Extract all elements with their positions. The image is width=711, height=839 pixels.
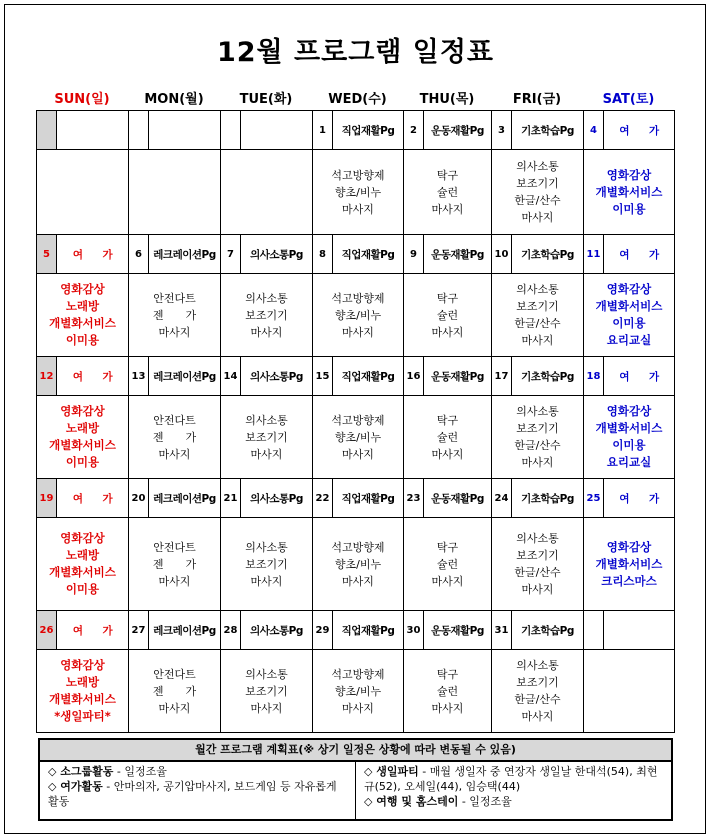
program-label: 레크레이션Pg bbox=[153, 248, 216, 261]
day-body-cell bbox=[221, 274, 313, 357]
activity-item: 보조기기 bbox=[245, 430, 288, 444]
activity-item: 향초/비누 bbox=[334, 557, 382, 571]
activity-item: 마사지 bbox=[158, 574, 191, 588]
activity-item: 안전다트 bbox=[153, 667, 196, 681]
program-label: 의사소통Pg bbox=[250, 370, 303, 383]
activity-item: 마사지 bbox=[521, 583, 554, 596]
day-body-cell bbox=[129, 650, 221, 733]
activity-list bbox=[313, 666, 403, 717]
activity-item: 석고방향제 bbox=[331, 667, 385, 681]
program-label: 레크레이션Pg bbox=[153, 370, 216, 383]
day-header-cell bbox=[584, 479, 675, 518]
day-header-cell bbox=[313, 111, 404, 150]
activity-item: 석고방향제 bbox=[331, 168, 385, 182]
day-header-cell bbox=[492, 611, 584, 650]
activity-item: 한글/산수 bbox=[514, 566, 561, 579]
date-number: 28 bbox=[221, 611, 241, 649]
program-label: 직업재활Pg bbox=[341, 248, 395, 261]
activity-item: 노래방 bbox=[65, 675, 100, 689]
day-body-cell bbox=[404, 650, 492, 733]
day-header-cell bbox=[37, 357, 129, 396]
day-header-cell bbox=[221, 479, 313, 518]
activity-item: 노래방 bbox=[65, 421, 100, 435]
activity-item: 영화감상 bbox=[606, 404, 652, 418]
activity-item: 마사지 bbox=[431, 701, 464, 715]
activity-list bbox=[37, 281, 128, 349]
activity-list bbox=[492, 403, 583, 471]
day-header-cell bbox=[37, 235, 129, 274]
day-header-cell bbox=[404, 479, 492, 518]
day-body-cell bbox=[404, 518, 492, 611]
activity-item: 노래방 bbox=[65, 299, 100, 313]
program-label: 여 가 bbox=[619, 492, 659, 505]
activity-item: 개별화서비스 bbox=[49, 565, 116, 579]
page-title: 12월 프로그램 일정표 bbox=[216, 37, 495, 68]
activity-item: 마사지 bbox=[431, 447, 464, 461]
activity-item: 향초/비누 bbox=[334, 430, 382, 444]
date-number: 1 bbox=[313, 111, 333, 149]
program-label: 기초학습Pg bbox=[521, 624, 574, 637]
plan-item-text: - 일정조율 bbox=[113, 765, 167, 778]
day-header-cell bbox=[221, 611, 313, 650]
program-label: 직업재활Pg bbox=[341, 370, 395, 383]
plan-item-text: - 일정조율 bbox=[458, 795, 512, 808]
activity-item: 마사지 bbox=[521, 211, 554, 224]
activity-item: 개별화서비스 bbox=[49, 692, 116, 706]
program-label: 기초학습Pg bbox=[521, 370, 574, 383]
day-body-cell bbox=[404, 150, 492, 235]
program-label: 여 가 bbox=[72, 370, 113, 383]
activity-item: 한글/산수 bbox=[514, 194, 561, 207]
program-label: 기초학습Pg bbox=[521, 248, 574, 261]
activity-list bbox=[404, 290, 491, 341]
activity-item: 한글/산수 bbox=[514, 693, 561, 706]
activity-list bbox=[404, 167, 491, 218]
activity-item: 마사지 bbox=[521, 456, 554, 469]
day-header-cell bbox=[404, 111, 492, 150]
day-body-cell bbox=[129, 274, 221, 357]
date-number: 10 bbox=[492, 235, 512, 273]
weekday-3: WED(수) bbox=[328, 92, 387, 107]
program-label: 운동재활Pg bbox=[431, 492, 484, 505]
activity-item: 마사지 bbox=[250, 701, 283, 715]
weekday-0: SUN(일) bbox=[54, 92, 110, 107]
activity-item: 이미용 bbox=[612, 201, 646, 216]
activity-list bbox=[404, 412, 491, 463]
day-body-cell bbox=[492, 396, 584, 479]
weekday-4: THU(목) bbox=[419, 92, 475, 107]
day-body-cell bbox=[492, 150, 584, 235]
activity-item: 영화감상 bbox=[60, 531, 105, 545]
activity-item: 요리교실 bbox=[606, 333, 652, 347]
day-header-cell bbox=[404, 357, 492, 396]
day-header-cell bbox=[221, 235, 313, 274]
activity-item: 이미용 bbox=[612, 438, 646, 452]
day-body-cell bbox=[37, 396, 129, 479]
date-number: 9 bbox=[404, 235, 424, 273]
activity-list bbox=[221, 412, 312, 463]
activity-item: 영화감상 bbox=[606, 282, 652, 296]
activity-list bbox=[37, 530, 128, 598]
day-body-cell bbox=[313, 150, 404, 235]
activity-list bbox=[492, 281, 583, 349]
date-number: 25 bbox=[584, 479, 604, 517]
activity-list bbox=[313, 412, 403, 463]
activity-item: 슐런 bbox=[436, 185, 459, 199]
activity-item: 석고방향제 bbox=[331, 413, 385, 427]
date-number: 5 bbox=[37, 235, 57, 273]
day-header-cell bbox=[584, 111, 675, 150]
day-header-cell bbox=[584, 357, 675, 396]
day-header-cell bbox=[313, 357, 404, 396]
day-header-cell bbox=[129, 357, 221, 396]
activity-item: 영화감상 bbox=[60, 282, 105, 296]
activity-item: 탁구 bbox=[436, 540, 459, 554]
activity-item: 의사소통 bbox=[245, 540, 288, 554]
weekday-5: FRI(금) bbox=[512, 92, 562, 107]
activity-item: 마사지 bbox=[342, 447, 374, 461]
activity-item: 젠 가 bbox=[152, 557, 197, 571]
activity-list bbox=[129, 666, 220, 717]
activity-list bbox=[492, 530, 583, 598]
activity-item: 개별화서비스 bbox=[595, 556, 663, 571]
activity-item: 개별화서비스 bbox=[49, 316, 116, 330]
plan-item-key: ◇ 소그룹활동 bbox=[48, 765, 114, 778]
activity-item: 보조기기 bbox=[245, 308, 288, 322]
activity-item: 마사지 bbox=[521, 710, 554, 723]
plan-item-key: ◇ 여행 및 홈스테이 bbox=[364, 795, 459, 808]
activity-item: 보조기기 bbox=[516, 177, 559, 190]
day-body-cell bbox=[404, 274, 492, 357]
program-label: 여 가 bbox=[619, 370, 659, 383]
date-number: 22 bbox=[313, 479, 333, 517]
activity-item: 개별화서비스 bbox=[595, 299, 663, 313]
date-number: 2 bbox=[404, 111, 424, 149]
day-body-cell bbox=[584, 518, 675, 611]
program-label: 의사소통Pg bbox=[250, 248, 303, 261]
program-label: 직업재활Pg bbox=[341, 492, 395, 505]
plan-item bbox=[48, 764, 347, 779]
day-body-cell bbox=[221, 150, 313, 235]
date-number: 18 bbox=[584, 357, 604, 395]
date-number: 31 bbox=[492, 611, 512, 649]
monthly-plan-box bbox=[38, 738, 673, 821]
day-body-cell bbox=[404, 396, 492, 479]
activity-list bbox=[492, 657, 583, 725]
day-header-cell bbox=[221, 357, 313, 396]
day-body-cell bbox=[313, 518, 404, 611]
activity-item: 영화감상 bbox=[60, 658, 105, 672]
activity-item: 탁구 bbox=[436, 667, 459, 681]
day-body-cell bbox=[492, 650, 584, 733]
day-body-cell bbox=[492, 518, 584, 611]
program-label: 직업재활Pg bbox=[341, 124, 395, 137]
activity-item: 향초/비누 bbox=[334, 308, 382, 322]
empty-date-box bbox=[584, 611, 604, 649]
date-number: 11 bbox=[584, 235, 604, 273]
date-number: 26 bbox=[37, 611, 57, 649]
date-number: 30 bbox=[404, 611, 424, 649]
plan-item bbox=[364, 794, 663, 809]
activity-item: 의사소통 bbox=[516, 160, 559, 173]
activity-item: 슐런 bbox=[436, 557, 459, 571]
program-label: 운동재활Pg bbox=[431, 370, 484, 383]
activity-item: 마사지 bbox=[250, 574, 283, 588]
day-body-cell bbox=[313, 650, 404, 733]
activity-item: 의사소통 bbox=[516, 405, 559, 418]
activity-list bbox=[584, 539, 674, 590]
date-number: 19 bbox=[37, 479, 57, 517]
plan-item-text: - 안마의자, 공기압마사지, 보드게임 등 자유롭게 활동 bbox=[48, 780, 337, 808]
activity-item: 향초/비누 bbox=[334, 185, 382, 199]
activity-item: 개별화서비스 bbox=[595, 421, 663, 435]
activity-list bbox=[37, 657, 128, 725]
activity-item: 탁구 bbox=[436, 413, 459, 427]
activity-item: 마사지 bbox=[250, 447, 283, 461]
date-number: 27 bbox=[129, 611, 149, 649]
program-label: 의사소통Pg bbox=[250, 624, 303, 637]
program-label: 여 가 bbox=[72, 248, 113, 261]
activity-list bbox=[313, 290, 403, 341]
plan-item-text: - 매월 생일자 중 연장자 생일날 한대석(54), 최현규(52), 오세일(44), 임승택(44) bbox=[364, 765, 658, 793]
activity-item: 요리교실 bbox=[606, 455, 652, 469]
plan-item bbox=[48, 779, 347, 809]
date-number: 16 bbox=[404, 357, 424, 395]
plan-right-column bbox=[356, 762, 671, 821]
day-header-cell bbox=[404, 235, 492, 274]
program-label: 운동재활Pg bbox=[431, 248, 484, 261]
activity-item: 의사소통 bbox=[245, 413, 288, 427]
day-header-cell bbox=[584, 611, 675, 650]
day-body-cell bbox=[129, 396, 221, 479]
date-number: 23 bbox=[404, 479, 424, 517]
empty-date-box bbox=[221, 111, 241, 149]
weekday-1: MON(월) bbox=[144, 92, 204, 107]
activity-list bbox=[584, 281, 674, 349]
day-header-cell bbox=[221, 111, 313, 150]
activity-list bbox=[129, 539, 220, 590]
activity-item: 석고방향제 bbox=[331, 540, 385, 554]
activity-item: 마사지 bbox=[431, 202, 464, 216]
program-label: 여 가 bbox=[619, 248, 659, 261]
activity-item: 마사지 bbox=[431, 574, 464, 588]
date-number: 6 bbox=[129, 235, 149, 273]
plan-item-key: ◇ 생일파티 bbox=[364, 765, 419, 778]
activity-item: 의사소통 bbox=[516, 283, 559, 296]
date-number: 3 bbox=[492, 111, 512, 149]
activity-item: 개별화서비스 bbox=[595, 184, 663, 199]
day-body-cell bbox=[584, 650, 675, 733]
activity-item: 마사지 bbox=[342, 574, 374, 588]
activity-item: 안전다트 bbox=[153, 291, 196, 305]
activity-item: 이미용 bbox=[65, 455, 100, 469]
activity-item: 안전다트 bbox=[153, 413, 196, 427]
empty-date-box bbox=[37, 111, 57, 149]
activity-list bbox=[221, 666, 312, 717]
activity-item: 한글/산수 bbox=[514, 439, 561, 452]
activity-item: 영화감상 bbox=[60, 404, 105, 418]
activity-item: 크리스마스 bbox=[601, 573, 657, 588]
activity-item: 슐런 bbox=[436, 684, 459, 698]
activity-item: 석고방향제 bbox=[331, 291, 385, 305]
activity-item: 한글/산수 bbox=[514, 317, 561, 330]
date-number: 17 bbox=[492, 357, 512, 395]
program-label: 레크레이션Pg bbox=[153, 624, 216, 637]
day-header-cell bbox=[313, 611, 404, 650]
activity-list bbox=[129, 412, 220, 463]
activity-item: 영화감상 bbox=[606, 539, 652, 554]
activity-item: 보조기기 bbox=[516, 676, 559, 689]
day-header-cell bbox=[129, 479, 221, 518]
activity-list bbox=[313, 539, 403, 590]
activity-item: 탁구 bbox=[436, 168, 459, 182]
activity-item: 탁구 bbox=[436, 291, 459, 305]
day-body-cell bbox=[584, 396, 675, 479]
day-body-cell bbox=[584, 150, 675, 235]
day-body-cell bbox=[584, 274, 675, 357]
activity-item: 의사소통 bbox=[245, 667, 288, 681]
activity-list bbox=[584, 167, 674, 218]
activity-item: 영화감상 bbox=[606, 167, 652, 182]
day-header-cell bbox=[37, 479, 129, 518]
date-number: 14 bbox=[221, 357, 241, 395]
program-label: 의사소통Pg bbox=[250, 492, 303, 505]
date-number: 24 bbox=[492, 479, 512, 517]
day-body-cell bbox=[129, 150, 221, 235]
activity-item: 의사소통 bbox=[516, 659, 559, 672]
date-number: 13 bbox=[129, 357, 149, 395]
activity-item: 마사지 bbox=[342, 202, 374, 216]
activity-item: 마사지 bbox=[158, 447, 191, 461]
program-label: 여 가 bbox=[619, 124, 659, 137]
activity-item: 개별화서비스 bbox=[49, 438, 116, 452]
day-header-cell bbox=[492, 357, 584, 396]
program-label: 레크레이션Pg bbox=[153, 492, 216, 505]
day-header-cell bbox=[129, 235, 221, 274]
activity-item: 보조기기 bbox=[245, 557, 288, 571]
activity-list bbox=[129, 290, 220, 341]
date-number: 4 bbox=[584, 111, 604, 149]
activity-item: 보조기기 bbox=[516, 549, 559, 562]
activity-list bbox=[404, 666, 491, 717]
activity-item: 슐런 bbox=[436, 308, 459, 322]
activity-list bbox=[221, 290, 312, 341]
activity-item: 보조기기 bbox=[245, 684, 288, 698]
activity-item: 젠 가 bbox=[152, 430, 197, 444]
activity-item: 향초/비누 bbox=[334, 684, 382, 698]
activity-list bbox=[221, 539, 312, 590]
date-number: 8 bbox=[313, 235, 333, 273]
activity-list bbox=[584, 403, 674, 471]
activity-item: 안전다트 bbox=[153, 540, 196, 554]
date-number: 15 bbox=[313, 357, 333, 395]
activity-list bbox=[313, 167, 403, 218]
day-header-cell bbox=[584, 235, 675, 274]
empty-date-box bbox=[129, 111, 149, 149]
program-label: 직업재활Pg bbox=[341, 624, 395, 637]
day-header-cell bbox=[37, 611, 129, 650]
day-body-cell bbox=[221, 396, 313, 479]
day-header-cell bbox=[492, 235, 584, 274]
activity-item: 마사지 bbox=[342, 325, 374, 339]
date-number: 7 bbox=[221, 235, 241, 273]
activity-item: 젠 가 bbox=[152, 308, 197, 322]
day-body-cell bbox=[37, 650, 129, 733]
activity-item: 젠 가 bbox=[152, 684, 197, 698]
day-body-cell bbox=[37, 518, 129, 611]
activity-list bbox=[492, 158, 583, 226]
day-header-cell bbox=[313, 479, 404, 518]
day-body-cell bbox=[37, 150, 129, 235]
day-header-cell bbox=[404, 611, 492, 650]
day-header-cell bbox=[129, 611, 221, 650]
activity-item: *생일파티* bbox=[54, 709, 111, 723]
day-header-cell bbox=[492, 111, 584, 150]
weekday-6: SAT(토) bbox=[602, 92, 655, 107]
activity-item: 마사지 bbox=[158, 325, 191, 339]
day-body-cell bbox=[221, 650, 313, 733]
day-header-cell bbox=[313, 235, 404, 274]
day-body-cell bbox=[313, 396, 404, 479]
activity-item: 마사지 bbox=[431, 325, 464, 339]
program-label: 여 가 bbox=[72, 624, 113, 637]
program-label: 운동재활Pg bbox=[431, 624, 484, 637]
activity-item: 보조기기 bbox=[516, 300, 559, 313]
program-label: 여 가 bbox=[72, 492, 113, 505]
day-body-cell bbox=[221, 518, 313, 611]
weekday-2: TUE(화) bbox=[239, 92, 293, 107]
date-number: 21 bbox=[221, 479, 241, 517]
day-body-cell bbox=[492, 274, 584, 357]
activity-list bbox=[37, 403, 128, 471]
program-label: 기초학습Pg bbox=[521, 492, 574, 505]
activity-item: 의사소통 bbox=[516, 532, 559, 545]
day-header-cell bbox=[129, 111, 221, 150]
activity-item: 슐런 bbox=[436, 430, 459, 444]
plan-item bbox=[364, 764, 663, 794]
date-number: 20 bbox=[129, 479, 149, 517]
activity-item: 이미용 bbox=[612, 316, 646, 330]
activity-item: 마사지 bbox=[158, 701, 191, 715]
plan-left-column bbox=[40, 762, 356, 821]
activity-item: 마사지 bbox=[342, 701, 374, 715]
program-label: 기초학습Pg bbox=[521, 124, 574, 137]
date-number: 12 bbox=[37, 357, 57, 395]
calendar-table bbox=[36, 110, 675, 733]
activity-list bbox=[404, 539, 491, 590]
day-body-cell bbox=[129, 518, 221, 611]
day-body-cell bbox=[313, 274, 404, 357]
plan-item-key: ◇ 여가활동 bbox=[48, 780, 103, 793]
activity-item: 마사지 bbox=[250, 325, 283, 339]
program-label: 운동재활Pg bbox=[431, 124, 484, 137]
date-number: 29 bbox=[313, 611, 333, 649]
day-header-cell bbox=[492, 479, 584, 518]
day-header-cell bbox=[37, 111, 129, 150]
activity-item: 이미용 bbox=[65, 333, 100, 347]
activity-item: 보조기기 bbox=[516, 422, 559, 435]
activity-item: 마사지 bbox=[521, 334, 554, 347]
activity-item: 노래방 bbox=[65, 548, 100, 562]
activity-item: 이미용 bbox=[65, 582, 100, 596]
plan-header: 월간 프로그램 계획표(※ 상기 일정은 상황에 따라 변동될 수 있음) bbox=[40, 740, 671, 762]
day-body-cell bbox=[37, 274, 129, 357]
activity-item: 의사소통 bbox=[245, 291, 288, 305]
